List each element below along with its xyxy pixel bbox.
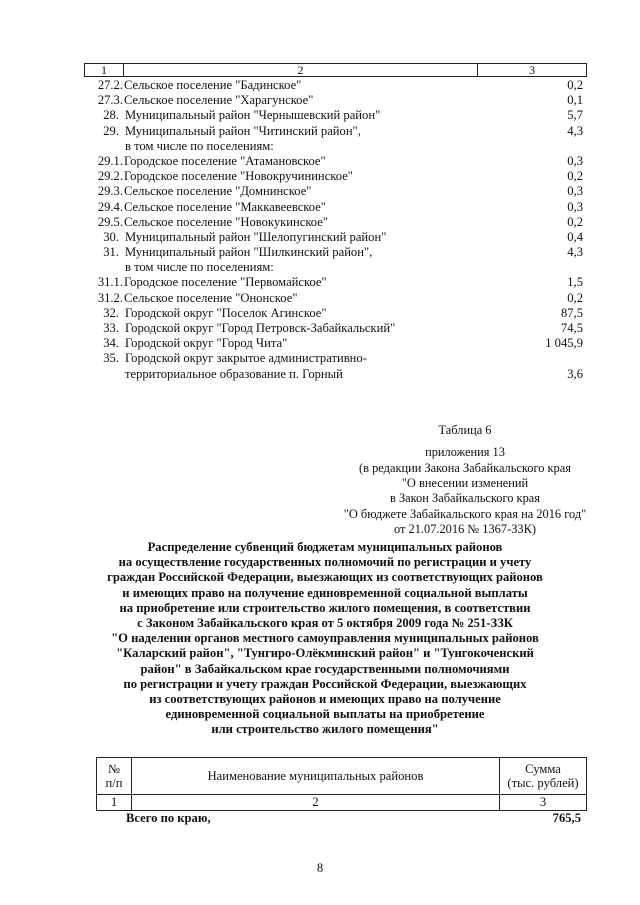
- row-number: 29.: [103, 123, 119, 138]
- row-value: 1 045,9: [545, 336, 583, 351]
- appendix-note-line: "О внесении изменений: [401, 476, 529, 490]
- total-label: Всего по краю,: [126, 811, 211, 825]
- row-value: 0,3: [567, 184, 583, 199]
- table-row: [84, 275, 587, 290]
- row-number: 29.2.: [97, 169, 123, 184]
- row-value: 0,1: [567, 93, 583, 108]
- row-value: 3,6: [567, 366, 583, 381]
- row-value: 1,5: [567, 275, 583, 290]
- row-number: 35.: [103, 351, 119, 366]
- row-name: Сельское поселение "Домнинское": [124, 184, 312, 199]
- row-name: Городской округ "Поселок Агинское": [125, 305, 327, 320]
- top-header-col-3: 3: [529, 63, 535, 77]
- row-name: Муниципальный район "Шилкинский район",: [125, 245, 373, 260]
- row-name: Муниципальный район "Шелопугинский район": [125, 229, 387, 244]
- row-name: Городское поселение "Первомайское": [124, 275, 327, 290]
- row-value: 0,3: [567, 153, 583, 168]
- bottom-table-header: [97, 758, 586, 795]
- col-sum-header: Сумма (тыс. рублей): [507, 762, 579, 790]
- title-line: на осуществление государственных полномочий по регистрации и учету: [118, 555, 532, 570]
- title-line: или строительство жилого помещения": [211, 722, 439, 737]
- appendix-note-line: в Закон Забайкальского края: [390, 491, 540, 505]
- appendix-note-line: (в редакции Закона Забайкальского края: [359, 461, 571, 475]
- row-value: 4,3: [567, 245, 583, 260]
- row-number: 27.3.: [97, 93, 123, 108]
- appendix-note-line: Таблица 6: [438, 423, 492, 437]
- numbering-3: 3: [539, 795, 547, 809]
- row-number: 34.: [103, 336, 119, 351]
- table-row: [84, 230, 587, 245]
- table-row: [84, 108, 587, 123]
- table-row: [84, 306, 587, 321]
- row-name: Городской округ "Город Чита": [125, 336, 288, 351]
- table-row: [84, 351, 587, 366]
- row-name: Муниципальный район "Чернышевский район": [125, 108, 381, 123]
- row-name: Городское поселение "Новокручининское": [124, 169, 353, 184]
- title-line: с Законом Забайкальского края от 5 октября 2009 года № 251-ЗЗК: [137, 616, 513, 631]
- bottom-table: [96, 757, 587, 811]
- title-line: граждан Российской Федерации, выезжающих из соответствующих районов: [107, 570, 543, 585]
- row-number: 29.4.: [97, 199, 123, 214]
- row-name: Сельское поселение "Харагунское": [124, 93, 314, 108]
- document-title: [60, 540, 590, 738]
- title-line: "Каларский район", "Тунгиро-Олёкминский район" и "Тунгокоченский: [116, 646, 534, 661]
- appendix-note-line: приложения 13: [425, 445, 505, 459]
- title-line: Распределение субвенций бюджетам муниципальных районов: [147, 540, 503, 554]
- row-value: 0,2: [567, 214, 583, 229]
- top-header-col-2: 2: [124, 64, 478, 76]
- bottom-table-numbering: [97, 795, 586, 810]
- col-number-header: № п/п: [97, 758, 132, 794]
- appendix-note-line: "О бюджете Забайкальского края на 2016 год": [343, 507, 587, 521]
- row-number: 31.: [103, 245, 119, 260]
- table-row: [84, 321, 587, 336]
- row-name: в том числе по поселениям:: [125, 138, 274, 153]
- table-row: [84, 169, 587, 184]
- table-row: [84, 367, 587, 382]
- numbering-1: 1: [97, 795, 132, 810]
- row-name: Сельское поселение "Ононское": [124, 290, 298, 305]
- table-row: [84, 245, 587, 260]
- row-value: 4,3: [567, 123, 583, 138]
- table-row: [84, 291, 587, 306]
- table-row: [84, 124, 587, 139]
- table-row: [84, 139, 587, 154]
- row-name: в том числе по поселениям:: [125, 260, 274, 275]
- col-name-header: Наименование муниципальных районов: [132, 758, 500, 794]
- title-line: "О наделении органов местного самоуправления муниципальных районов: [111, 631, 539, 646]
- top-table-header: [84, 63, 587, 77]
- page-number: 8: [316, 861, 324, 875]
- table-row: [84, 200, 587, 215]
- table-row: [84, 260, 587, 275]
- title-line: и имеющих право на получение единовременной социальной выплаты: [122, 585, 528, 600]
- row-number: 33.: [103, 321, 119, 335]
- total-row: [96, 810, 587, 826]
- title-line: по регистрации и учету граждан Российской Федерации, выезжающих: [123, 676, 527, 691]
- table-row: [84, 93, 587, 108]
- title-line: на приобретение или строительство жилого помещения, в соответствии: [119, 600, 531, 615]
- table-row: [84, 78, 587, 93]
- row-name: Сельское поселение "Маккавеевское": [124, 199, 326, 214]
- row-name: Городской округ "Город Петровск-Забайкальский": [125, 321, 396, 335]
- row-value: 5,7: [567, 108, 583, 123]
- row-number: 31.2.: [97, 290, 123, 305]
- title-line: район" в Забайкальском крае государственными полномочиями: [140, 661, 510, 676]
- row-number: 30.: [103, 229, 119, 244]
- table-row: [84, 336, 587, 351]
- table-row: [84, 215, 587, 230]
- top-table-body: [84, 78, 587, 382]
- row-number: 29.3.: [97, 184, 123, 199]
- row-name: территориальное образование п. Горный: [125, 366, 343, 381]
- row-name: Городское поселение "Атамановское": [124, 153, 326, 168]
- row-value: 0,2: [567, 78, 583, 92]
- row-value: 87,5: [560, 305, 583, 320]
- row-number: 31.1.: [97, 275, 123, 290]
- row-name: Муниципальный район "Читинский район",: [125, 123, 361, 138]
- row-number: 28.: [103, 108, 119, 123]
- table-row: [84, 154, 587, 169]
- row-number: 27.2.: [97, 78, 123, 92]
- row-value: 0,4: [567, 229, 583, 244]
- row-name: Сельское поселение "Бадинское": [124, 78, 302, 92]
- total-value: 765,5: [552, 811, 581, 825]
- row-name: Городской округ закрытое административно-: [125, 351, 367, 366]
- title-line: единовременной социальной выплаты на приобретение: [165, 707, 485, 722]
- appendix-note-line: от 21.07.2016 № 1367-ЗЗК): [393, 522, 537, 536]
- row-value: 0,3: [567, 199, 583, 214]
- row-number: 29.5.: [97, 214, 123, 229]
- row-value: 0,2: [567, 290, 583, 305]
- title-line: из соответствующих районов и имеющих право на получение: [149, 692, 501, 707]
- table-row: [84, 184, 587, 199]
- numbering-2: 2: [132, 795, 500, 810]
- row-number: 32.: [103, 305, 119, 320]
- top-header-col-1: 1: [85, 64, 124, 76]
- row-number: 29.1.: [97, 153, 123, 168]
- row-value: 74,5: [560, 321, 583, 335]
- row-name: Сельское поселение "Новокукинское": [124, 214, 328, 229]
- row-value: 0,2: [567, 169, 583, 184]
